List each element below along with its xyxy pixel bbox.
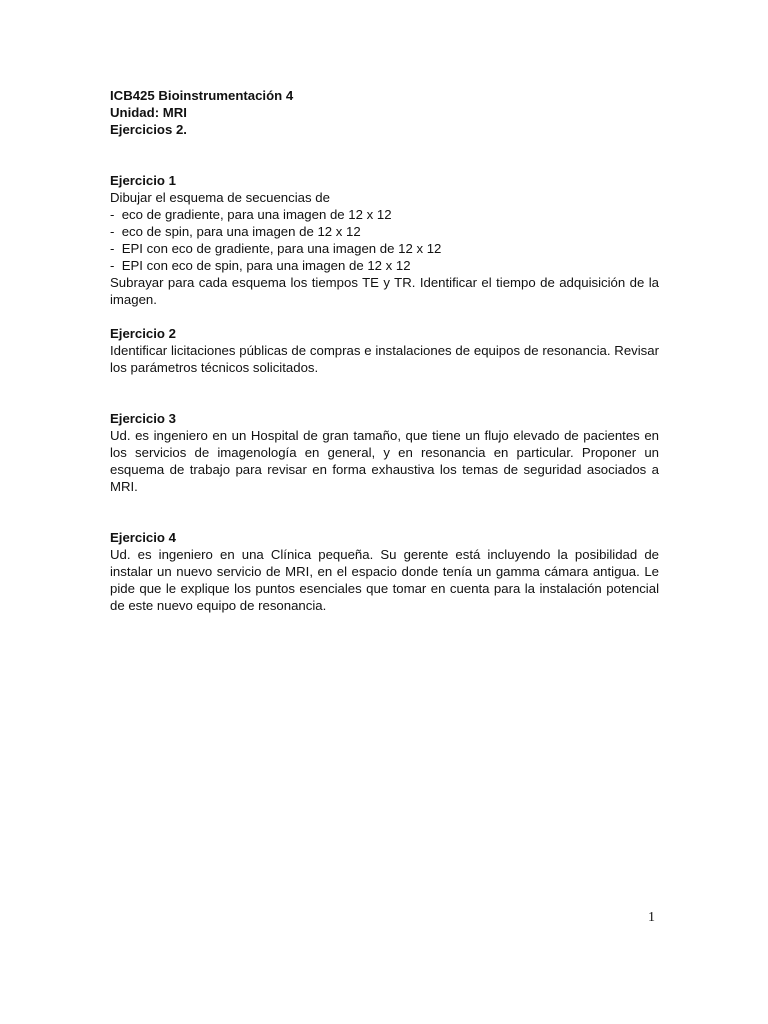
exercise-set-title: Ejercicios 2. bbox=[110, 122, 187, 137]
document-body bbox=[110, 87, 659, 614]
exercise-1-body: Subrayar para cada esquema los tiempos TE y TR. Identificar el tiempo de adquisición de la imagen. bbox=[110, 275, 659, 307]
exercise-1-item-1: - eco de gradiente, para una imagen de 12 x 12 bbox=[110, 207, 392, 222]
exercise-4-title: Ejercicio 4 bbox=[110, 530, 176, 545]
document-header bbox=[110, 87, 659, 138]
exercise-1-item-3: - EPI con eco de gradiente, para una imagen de 12 x 12 bbox=[110, 241, 442, 256]
exercise-2-title: Ejercicio 2 bbox=[110, 326, 176, 341]
exercise-1-item-2: - eco de spin, para una imagen de 12 x 12 bbox=[110, 224, 361, 239]
exercise-1-intro: Dibujar el esquema de secuencias de bbox=[110, 190, 330, 205]
page-number: 1 bbox=[648, 910, 655, 925]
exercise-1-title: Ejercicio 1 bbox=[110, 173, 176, 188]
exercise-3 bbox=[110, 410, 659, 495]
exercise-3-title: Ejercicio 3 bbox=[110, 411, 176, 426]
exercise-4-body: Ud. es ingeniero en una Clínica pequeña. Su gerente está incluyendo la posibilidad de instalar un nuevo servicio de MRI, en el espacio donde tenía un gamma cámara antigua. Le pide que le explique los puntos esenciales que tomar en cuenta para la instalación potencial de este nuevo equipo de resonancia. bbox=[110, 547, 659, 613]
exercise-3-body: Ud. es ingeniero en un Hospital de gran tamaño, que tiene un flujo elevado de pacientes en los servicios de imagenología en general, y en resonancia en particular. Proponer un esquema de trabajo para revisar en forma exhaustiva los temas de seguridad asociados a MRI. bbox=[110, 428, 659, 494]
unit-title: Unidad: MRI bbox=[110, 105, 187, 120]
exercise-1 bbox=[110, 172, 659, 308]
exercise-2-body: Identificar licitaciones públicas de compras e instalaciones de equipos de resonancia. Revisar los parámetros técnicos solicitados. bbox=[110, 343, 659, 375]
exercise-2 bbox=[110, 325, 659, 376]
exercise-4 bbox=[110, 529, 659, 614]
course-title: ICB425 Bioinstrumentación 4 bbox=[110, 88, 294, 103]
exercise-1-item-4: - EPI con eco de spin, para una imagen de 12 x 12 bbox=[110, 258, 411, 273]
